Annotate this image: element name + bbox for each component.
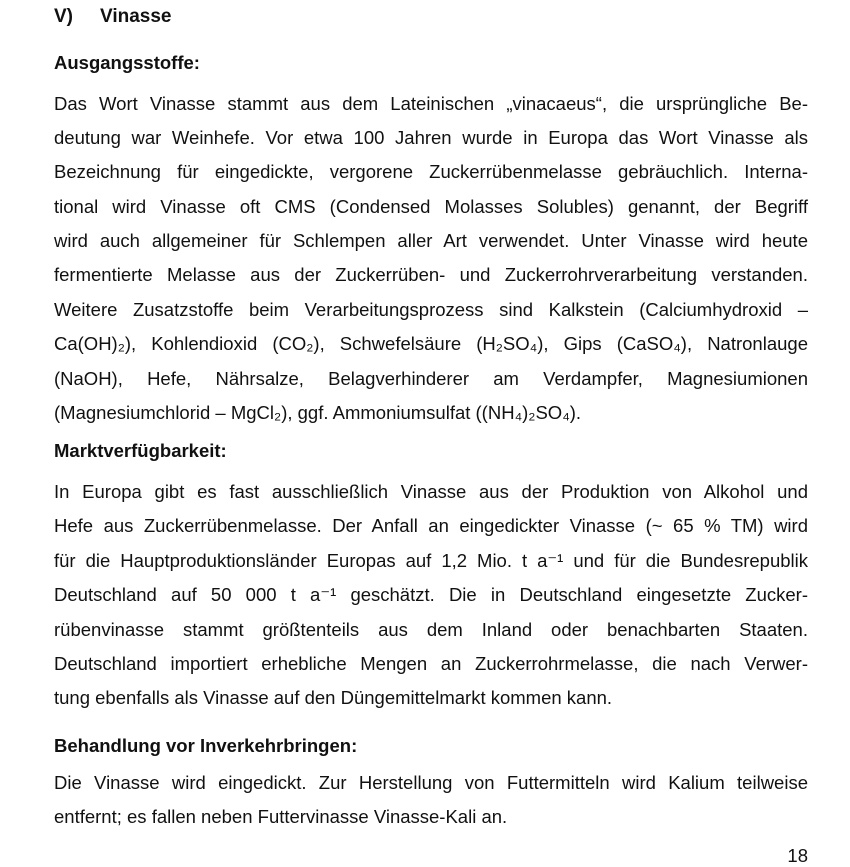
paragraph-line: tional wird Vinasse oft CMS (Condensed Molasses Solubles) genannt, der Begriff: [54, 196, 808, 217]
page-number: 18: [787, 845, 808, 866]
paragraph-line: (NaOH), Hefe, Nährsalze, Belagverhinderer am Verdampfer, Magnesiumionen: [54, 368, 808, 389]
paragraph-line: fermentierte Melasse aus der Zuckerrüben- und Zuckerrohrverarbeitung verstanden.: [54, 264, 808, 285]
paragraph-line: für die Hauptproduktionsländer Europas auf 1,2 Mio. t a⁻¹ und für die Bundesrepublik: [54, 550, 808, 571]
section-title: [54, 6, 171, 28]
paragraph-line: Ca(OH)₂), Kohlendioxid (CO₂), Schwefelsäure (H₂SO₄), Gips (CaSO₄), Natronlauge: [54, 333, 808, 354]
paragraph-line: Weitere Zusatzstoffe beim Verarbeitungsprozess sind Kalkstein (Calciumhydroxid –: [54, 299, 808, 320]
paragraph-line: Bezeichnung für eingedickte, vergorene Zuckerrübenmelasse gebräuchlich. Interna-: [54, 161, 808, 182]
heading-behandlung: Behandlung vor Inverkehrbringen:: [54, 735, 358, 756]
section-title-text: Vinasse: [100, 6, 172, 27]
paragraph-line: Deutschland importiert erhebliche Mengen an Zuckerrohrmelasse, die nach Verwer-: [54, 653, 808, 674]
paragraph-line: Das Wort Vinasse stammt aus dem Lateinischen „vinacaeus“, die ursprüngliche Be-: [54, 93, 808, 114]
paragraph-line: Hefe aus Zuckerrübenmelasse. Der Anfall an eingedickter Vinasse (~ 65 % TM) wird: [54, 515, 808, 536]
paragraph-line: tung ebenfalls als Vinasse auf den Düngemittelmarkt kommen kann.: [54, 687, 613, 708]
paragraph-line: wird auch allgemeiner für Schlempen aller Art verwendet. Unter Vinasse wird heute: [54, 230, 808, 251]
paragraph-line: In Europa gibt es fast ausschließlich Vinasse aus der Produktion von Alkohol und: [54, 481, 808, 502]
paragraph-line: deutung war Weinhefe. Vor etwa 100 Jahren wurde in Europa das Wort Vinasse als: [54, 127, 808, 148]
section-number: V): [54, 6, 73, 27]
paragraph-line: (Magnesiumchlorid – MgCl₂), ggf. Ammoniumsulfat ((NH₄)₂SO₄).: [54, 402, 582, 423]
paragraph-line: Deutschland auf 50 000 t a⁻¹ geschätzt. Die in Deutschland eingesetzte Zucker-: [54, 584, 808, 605]
heading-ausgangsstoffe: Ausgangsstoffe:: [54, 52, 200, 73]
heading-marktverfuegbarkeit: Marktverfügbarkeit:: [54, 440, 227, 461]
paragraph-line: rübenvinasse stammt größtenteils aus dem Inland oder benachbarten Staaten.: [54, 619, 808, 640]
paragraph-line: entfernt; es fallen neben Futtervinasse Vinasse-Kali an.: [54, 806, 508, 827]
paragraph-line: Die Vinasse wird eingedickt. Zur Herstellung von Futtermitteln wird Kalium teilweise: [54, 772, 808, 793]
